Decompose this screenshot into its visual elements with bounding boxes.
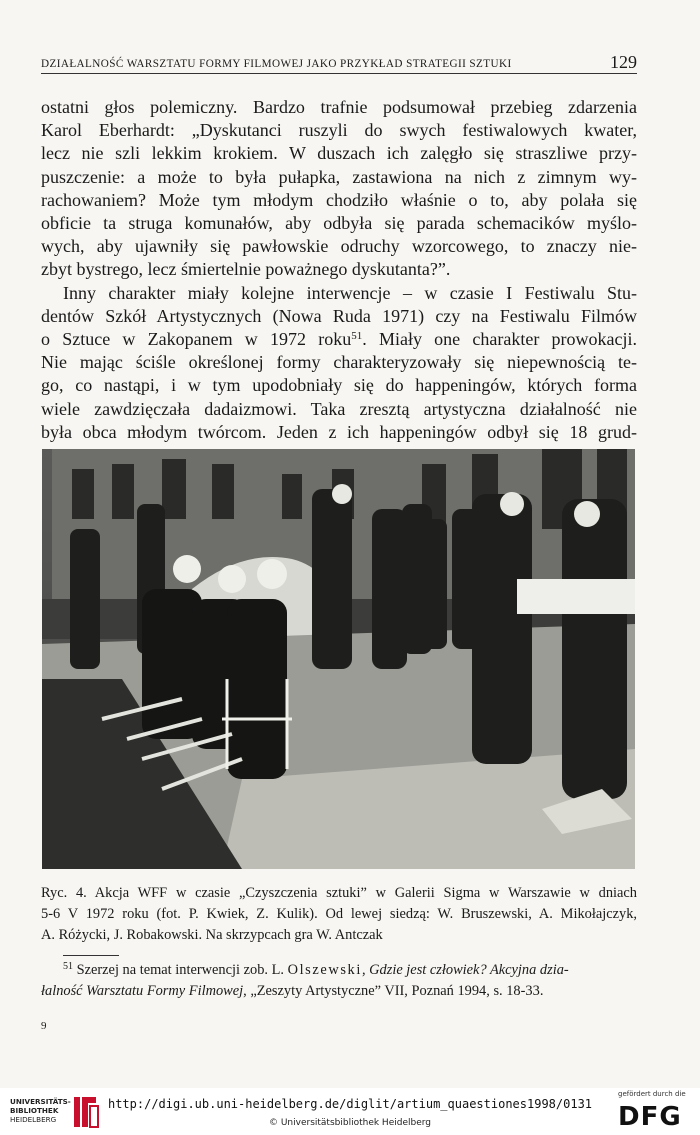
logo-line: BIBLIOTHEK: [10, 1106, 59, 1115]
text-line: obficie ta struga komunałów, aby odbyła się parada schemacików myślo-: [41, 212, 637, 233]
library-footer: [0, 1088, 700, 1135]
footnote-text: , „Zeszyty Artystyczne” VII, Poznań 1994, s. 18-33.: [243, 982, 544, 999]
footnote-text: ,: [361, 962, 370, 978]
text-line: zbyt bystrego, lecz śmiertelnie poważnego dyskutanta?”.: [41, 259, 451, 280]
logo-line: HEIDELBERG: [10, 1115, 57, 1124]
footnote-title: łalność Warsztatu Formy Filmowej: [41, 982, 244, 999]
paragraph-2: [41, 282, 637, 444]
footnote-divider: [63, 955, 119, 956]
text-line: Inny charakter miały kolejne interwencje – w czasie I Festiwalu Stu-: [63, 282, 637, 303]
footnote-text: Szerzej na temat interwencji zob. L.: [73, 962, 288, 978]
caption-line: A. Różycki, J. Robakowski. Na skrzypcach gra W. Antczak: [41, 927, 383, 943]
footnote-author: Olszewski: [287, 962, 362, 978]
text-line: Nie mając ściśle określonej formy charakteryzowały się niepewnością te-: [41, 352, 637, 373]
dfg-wordmark: DFG: [618, 1102, 682, 1132]
text-fragment: o Sztuce w Zakopanem w 1972 roku: [41, 328, 352, 349]
permalink-url[interactable]: http://digi.ub.uni-heidelberg.de/diglit/artium_quaestiones1998/0131: [107, 1097, 593, 1111]
text-line: puszczenie: a może to była pułapka, zastawiona na nich z zimnym wy-: [41, 166, 637, 187]
text-line: wiele zawdzięczała dadaizmowi. Taka zresztą artystyczna działalność nie: [41, 398, 637, 419]
page-number: 129: [610, 52, 637, 72]
footnote-line: [41, 960, 637, 981]
footnote-title: Gdzie jest człowiek? Akcyjna dzia-: [369, 962, 569, 978]
photo-image: [42, 449, 635, 869]
running-head-title: DZIAŁALNOŚĆ WARSZTATU FORMY FILMOWEJ JAKO PRZYKŁAD STRATEGII SZTUKI: [41, 58, 512, 70]
text-fragment: . Miały one charakter prowokacji.: [362, 328, 637, 349]
logo-line: UNIVERSITÄTS-: [10, 1097, 71, 1106]
footnote-number: 51: [63, 961, 73, 972]
running-head: [41, 52, 637, 74]
caption-line: Ryc. 4. Akcja WFF w czasie „Czyszczenia sztuki” w Galerii Sigma w Warszawie w dniach: [41, 885, 637, 901]
text-line: [41, 328, 637, 351]
text-line: ostatni głos polemiczny. Bardzo trafnie podsumował przebieg zdarzenia: [41, 97, 637, 117]
signature-mark: 9: [41, 1020, 47, 1032]
paragraph-1: [41, 96, 637, 282]
caption-line: 5-6 V 1972 roku (fot. P. Kwiek, Z. Kulik). Od lewej siedzą: W. Bruszewski, A. Mikołajczyk,: [41, 906, 637, 922]
text-line: była obca młodym twórcom. Jeden z ich happeningów odbył się 18 grud-: [41, 421, 637, 442]
footnote-ref-51[interactable]: 51: [351, 329, 363, 342]
text-line: wych, aby ujawniły się pawłowskie odruchy wzorcowego, to znaczy nie-: [41, 236, 637, 257]
text-line: dentów Szkół Artystycznych (Nowa Ruda 1971) czy na Festiwalu Filmów: [41, 305, 637, 326]
text-line: lecz nie szli lekkim krokiem. W duszach ich zalęgło się straszliwe przy-: [41, 143, 637, 164]
figure-caption: [41, 883, 637, 946]
dfg-logo[interactable]: [618, 1090, 690, 1132]
footnote-line: [41, 981, 637, 1002]
text-line: Karol Eberhardt: „Dyskutanci ruszyli do swych festiwalowych kwater,: [41, 120, 637, 141]
dfg-caption: gefördert durch die: [618, 1090, 686, 1098]
text-line: rachowaniem? Może tym młodym chodziło właśnie o to, aby polała się: [41, 189, 637, 210]
copyright-notice: © Universitätsbibliothek Heidelberg: [268, 1118, 431, 1128]
text-line: go, co nastąpi, i w tym upodobniały się do happeningów, których forma: [41, 375, 637, 396]
photo-figure: [42, 449, 635, 869]
footnote-51: [41, 960, 637, 1001]
